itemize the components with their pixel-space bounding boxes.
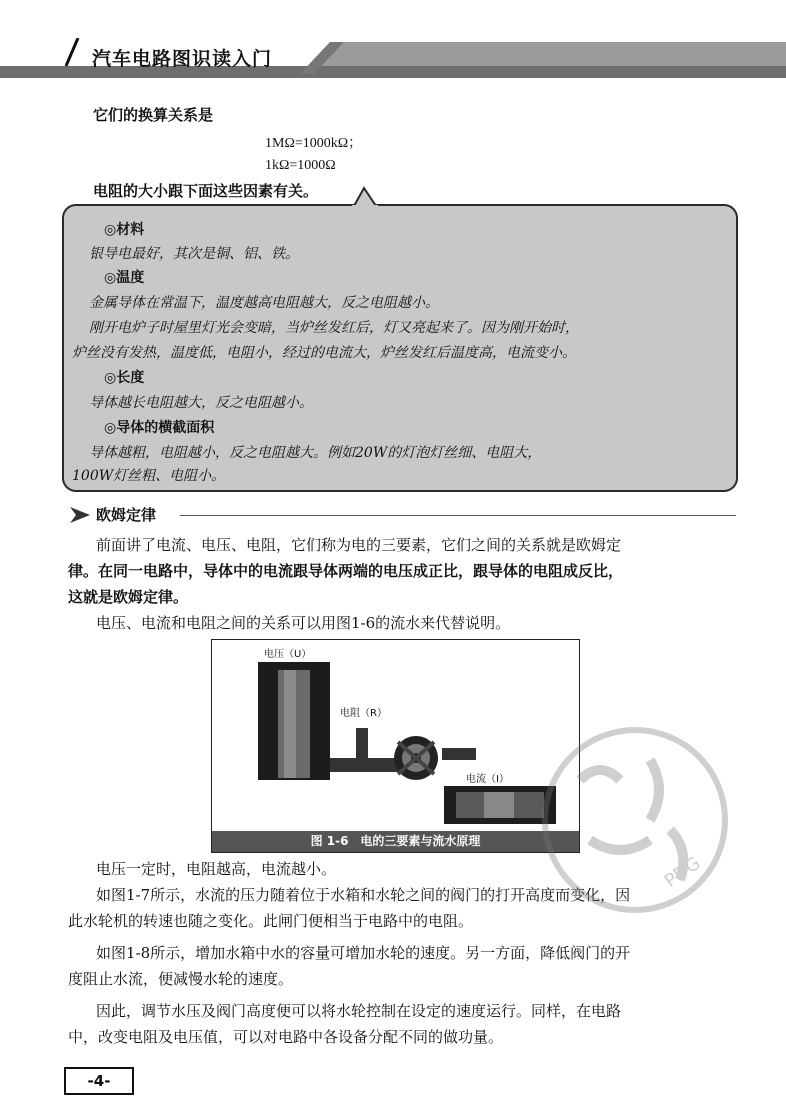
temperature-heading: ◎温度 bbox=[104, 270, 145, 286]
paragraph-6-line-1: 因此，调节水压及阀门高度便可以将水轮控制在设定的速度运行。同样，在电路 bbox=[96, 1002, 622, 1020]
voltage-label: 电压（U） bbox=[264, 649, 312, 660]
paragraph-5-line-1: 如图1-8所示，增加水箱中水的容量可增加水轮的速度。另一方面，降低阀门的开 bbox=[96, 944, 631, 962]
paragraph-3: 电压一定时，电阻越高，电流越小。 bbox=[96, 860, 337, 878]
paragraph-4-line-1: 如图1-7所示，水流的压力随着位于水箱和水轮之间的阀门的打开高度而变化，因 bbox=[96, 886, 631, 904]
library-stamp-watermark bbox=[520, 720, 750, 920]
section-arrow-icon bbox=[68, 505, 92, 525]
paragraph-5-line-2: 度阻止水流，便减慢水轮的速度。 bbox=[68, 970, 294, 988]
ohm-paragraph-line-2: 律。在同一电路中，导体中的电流跟导体两端的电压成正比，跟导体的电阻成反比， bbox=[68, 562, 624, 580]
cross-section-heading: ◎导体的横截面积 bbox=[104, 420, 215, 436]
formula-2: 1kΩ=1000Ω bbox=[265, 158, 336, 173]
page-number: -4- bbox=[64, 1067, 134, 1095]
ohm-paragraph-line-3: 这就是欧姆定律。 bbox=[68, 588, 189, 606]
length-heading: ◎长度 bbox=[104, 370, 145, 386]
figure-intro-paragraph: 电压、电流和电阻之间的关系可以用图1-6的流水来代替说明。 bbox=[96, 614, 511, 632]
figure-caption: 图 1-6 电的三要素与流水原理 bbox=[212, 831, 579, 852]
material-heading: ◎材料 bbox=[104, 222, 145, 238]
cross-section-text-2: 100W灯丝粗、电阻小。 bbox=[72, 468, 226, 484]
section-title: 欧姆定律 bbox=[96, 506, 157, 524]
temperature-text-2: 刚开电炉子时屋里灯光会变暗，当炉丝发红后，灯又亮起来了。因为刚开始时， bbox=[89, 320, 579, 336]
cross-section-text-1: 导体越粗，电阻越小，反之电阻越大。例如20W的灯泡灯丝细、电阻大， bbox=[89, 445, 542, 461]
header-title: 汽车电路图识读入门 bbox=[92, 48, 273, 70]
paragraph-4-line-2: 此水轮机的转速也随之变化。此闸门便相当于电路中的电阻。 bbox=[68, 912, 474, 930]
conversion-label: 它们的换算关系是 bbox=[93, 106, 214, 124]
ohm-paragraph-line-1: 前面讲了电流、电压、电阻，它们称为电的三要素，它们之间的关系就是欧姆定 bbox=[96, 536, 622, 554]
paragraph-6-line-2: 中，改变电阻及电压值，可以对电路中各设备分配不同的做功量。 bbox=[68, 1028, 504, 1046]
formula-1: 1MΩ=1000kΩ； bbox=[265, 136, 363, 151]
resistance-label: 电阻（R） bbox=[340, 708, 387, 719]
section-divider bbox=[180, 515, 736, 516]
factors-label: 电阻的大小跟下面这些因素有关。 bbox=[93, 182, 319, 200]
temperature-text-1: 金属导体在常温下，温度越高电阻越大，反之电阻越小。 bbox=[89, 295, 439, 311]
material-text: 银导电最好，其次是铜、铝、铁。 bbox=[89, 246, 299, 262]
temperature-text-3: 炉丝没有发热，温度低，电阻小，经过的电流大，炉丝发红后温度高，电流变小。 bbox=[72, 345, 576, 361]
current-label: 电流（I） bbox=[466, 774, 509, 785]
length-text: 导体越长电阻越大，反之电阻越小。 bbox=[89, 395, 313, 411]
stamp-text: PDG bbox=[660, 852, 705, 893]
callout-tail bbox=[340, 186, 380, 208]
